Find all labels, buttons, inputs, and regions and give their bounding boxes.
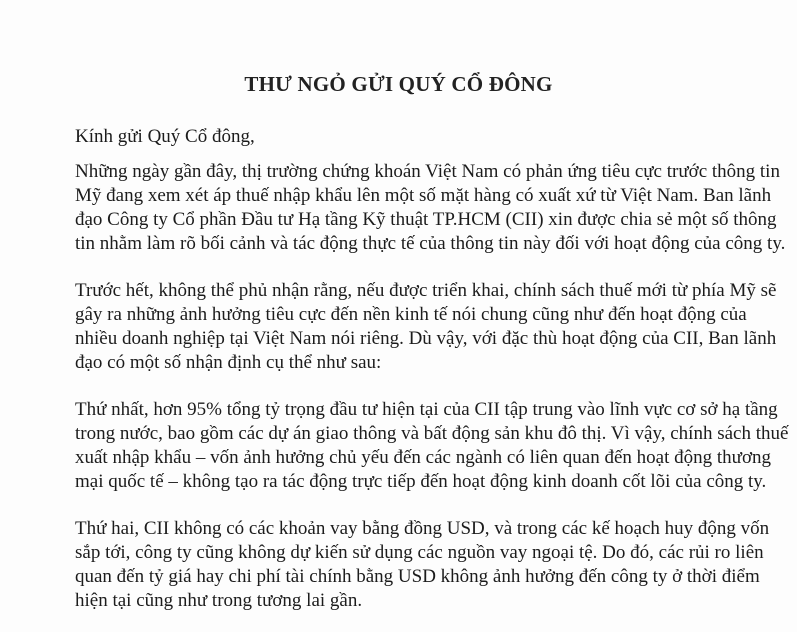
- text-line: sắp tới, công ty cũng không dự kiến sử dụng các nguồn vay ngoại tệ. Do đó, các rủi ro liên: [75, 542, 764, 563]
- text-line: mại quốc tế – không tạo ra tác động trực tiếp đến hoạt động kinh doanh cốt lõi của công ty.: [75, 471, 767, 492]
- text-line: hiện tại cũng như trong tương lai gần.: [75, 590, 363, 611]
- paragraph-first-point: [75, 398, 788, 494]
- text-line: Thứ nhất, hơn 95% tổng tỷ trọng đầu tư hiện tại của CII tập trung vào lĩnh vực cơ sở hạ tầng: [75, 399, 778, 420]
- text-line: xuất nhập khẩu – vốn ảnh hưởng chủ yếu đến các ngành có liên quan đến hoạt động thương: [75, 447, 772, 468]
- text-line: gây ra những ảnh hưởng tiêu cực đến nền kinh tế nói chung cũng như đến hoạt động của: [75, 304, 747, 325]
- document-title: THƯ NGỎ GỬI QUÝ CỔ ĐÔNG: [244, 72, 553, 96]
- text-line: Thứ hai, CII không có các khoản vay bằng đồng USD, và trong các kế hoạch huy động vốn: [75, 518, 770, 539]
- text-line: Mỹ đang xem xét áp thuế nhập khẩu lên một số mặt hàng có xuất xứ từ Việt Nam. Ban lãnh: [75, 185, 772, 206]
- text-line: trong nước, bao gồm các dự án giao thông và bất động sản khu đô thị. Vì vậy, chính sách thuế: [75, 423, 789, 444]
- text-line: Trước hết, không thể phủ nhận rằng, nếu được triển khai, chính sách thuế mới từ phía Mỹ sẽ: [75, 280, 777, 301]
- text-line: tin nhằm làm rõ bối cảnh và tác động thực tế của thông tin này đối với hoạt động của công ty.: [75, 233, 786, 254]
- greeting: Kính gửi Quý Cổ đông,: [75, 126, 255, 147]
- text-line: quan đến tỷ giá hay chi phí tài chính bằng USD không ảnh hưởng đến công ty ở thời điểm: [75, 566, 760, 587]
- paragraph-second-point: [75, 517, 769, 613]
- paragraph-context: [75, 279, 776, 375]
- text-line: đạo Công ty Cổ phần Đầu tư Hạ tầng Kỹ thuật TP.HCM (CII) xin được chia sẻ một số thông: [75, 209, 777, 230]
- text-line: Những ngày gần đây, thị trường chứng khoán Việt Nam có phản ứng tiêu cực trước thông tin: [75, 161, 780, 182]
- paragraph-intro: [75, 160, 785, 256]
- text-line: đạo có một số nhận định cụ thể như sau:: [75, 352, 382, 373]
- text-line: nhiều doanh nghiệp tại Việt Nam nói riêng. Dù vậy, với đặc thù hoạt động của CII, Ban lãnh: [75, 328, 777, 349]
